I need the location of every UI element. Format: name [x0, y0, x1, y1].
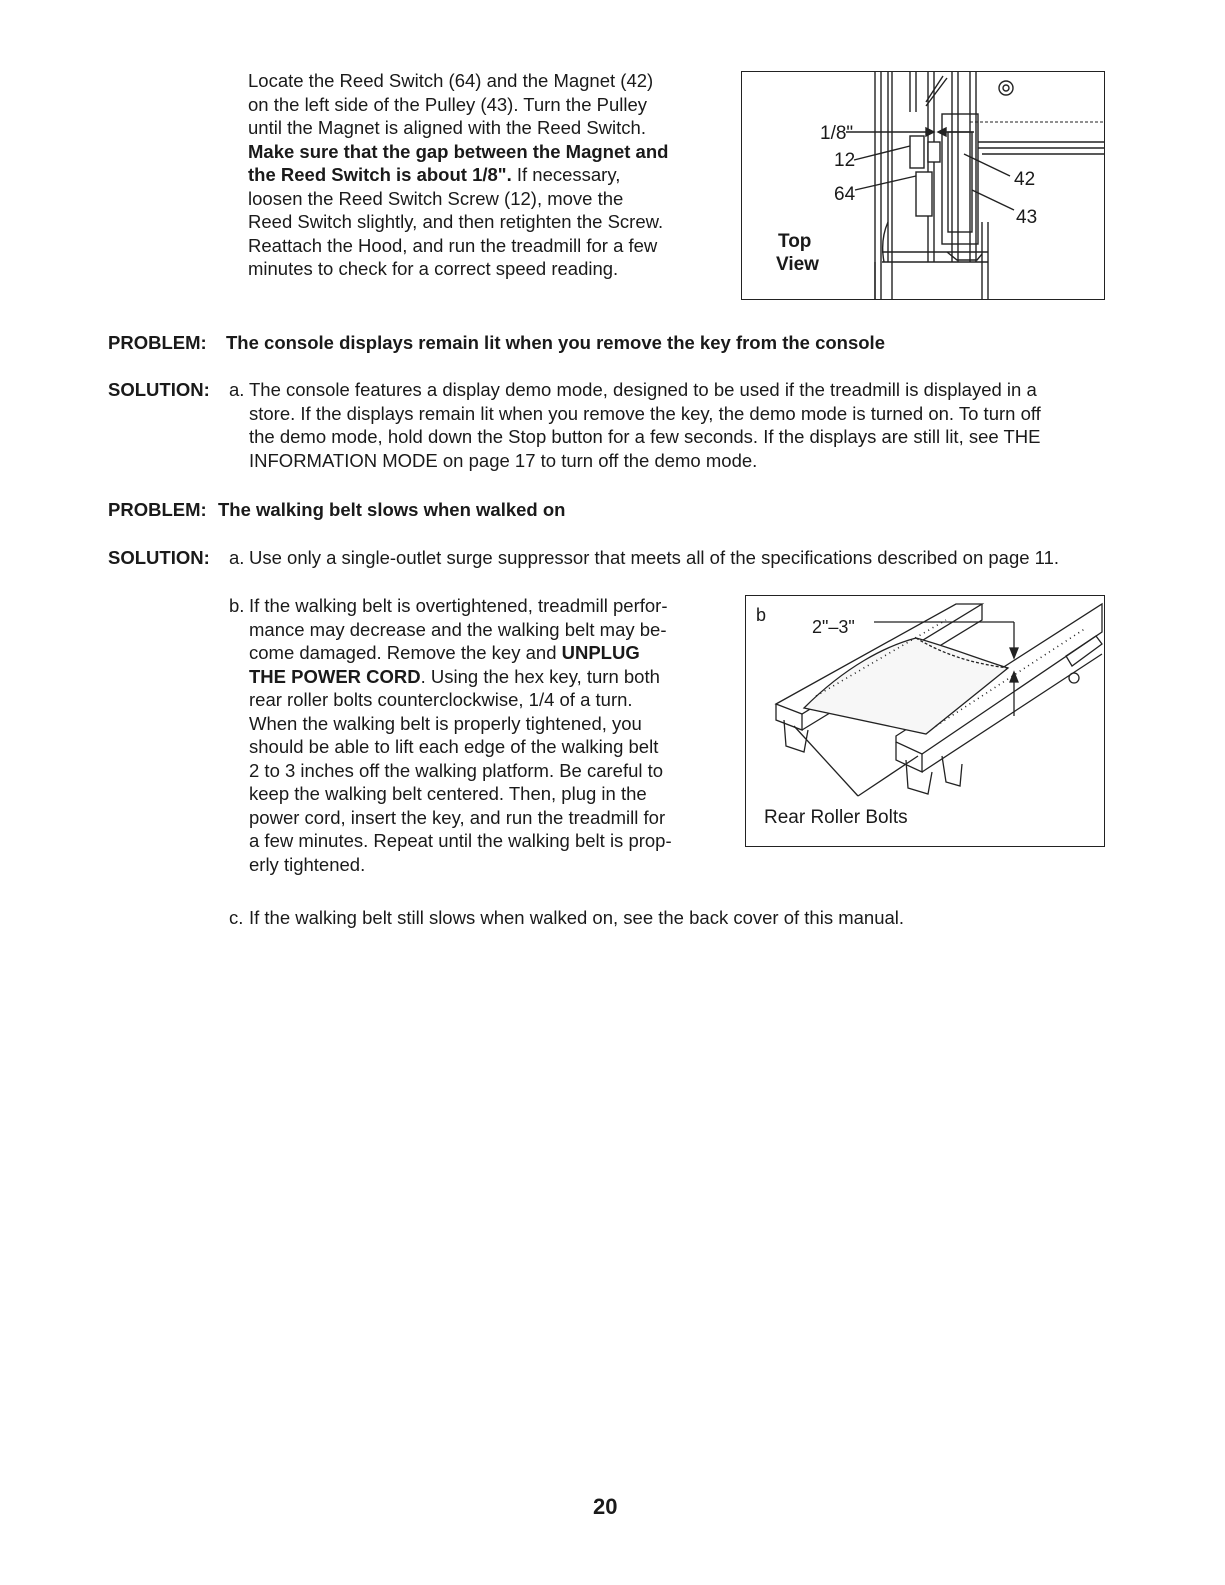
emphasis-text: THE POWER CORD [249, 665, 421, 687]
text-line: 2 to 3 inches off the walking platform. Be careful to [249, 759, 664, 781]
reed-switch-instructions [248, 69, 718, 281]
solution-marker: a. [229, 379, 245, 400]
text-line [249, 665, 719, 689]
step-marker: b. [229, 595, 245, 616]
rear-roller-bolts-label: Rear Roller Bolts [764, 807, 908, 828]
text-span: . Using the hex key, turn both [420, 665, 660, 687]
problem-heading-belt [108, 498, 1108, 522]
problem-tag: PROBLEM: [108, 499, 207, 520]
text-line: power cord, insert the key, and run the treadmill for [249, 806, 666, 828]
text-line: The console features a display demo mode, designed to be used if the treadmill is displayed in a [249, 379, 1037, 400]
figure-letter-label: b [756, 605, 767, 625]
text-line: store. If the displays remain lit when you remove the key, the demo mode is turned on. To turn off [249, 402, 1041, 424]
view-label: View [776, 254, 819, 275]
problem-tag: PROBLEM: [108, 332, 207, 353]
lift-dimension-label: 2"–3" [812, 617, 855, 637]
solution-marker: a. [229, 547, 245, 568]
solution-text-console [249, 378, 1109, 472]
text-line: loosen the Reed Switch Screw (12), move the [248, 187, 624, 209]
gap-label: 1/8" [820, 123, 854, 144]
solution-text-surge: Use only a single-outlet surge suppressor that meets all of the specifications described on page 11. [249, 547, 1060, 568]
text-line: Reattach the Hood, and run the treadmill for a few [248, 234, 658, 256]
text-line: rear roller bolts counterclockwise, 1/4 of a turn. [249, 689, 633, 710]
text-line: Locate the Reed Switch (64) and the Magnet (42) [248, 70, 654, 91]
text-line: Reed Switch slightly, and then retighten the Screw. [248, 211, 664, 232]
reed-switch-top-view-figure [741, 71, 1105, 300]
step-c-text: If the walking belt still slows when walked on, see the back cover of this manual. [249, 907, 905, 928]
text-line: the demo mode, hold down the Stop button for a few seconds. If the displays are still lit, see THE [249, 426, 1041, 447]
text-line: mance may decrease and the walking belt may be- [249, 618, 667, 640]
text-line: until the Magnet is aligned with the Reed Switch. [248, 117, 646, 138]
text-line: erly tightened. [249, 853, 366, 875]
text-line: minutes to check for a correct speed reading. [248, 258, 619, 279]
pulley-43-label: 43 [1016, 207, 1038, 228]
text-line: should be able to lift each edge of the walking belt [249, 736, 659, 757]
text-line [248, 163, 718, 187]
page-number: 20 [593, 1494, 618, 1519]
emphasis-text: the Reed Switch is about 1/8". [248, 164, 512, 185]
text-line: on the left side of the Pulley (43). Turn the Pulley [248, 93, 648, 115]
text-span: come damaged. Remove the key and [249, 642, 562, 663]
problem-heading-console [108, 331, 1108, 355]
text-line [249, 641, 719, 665]
step-b-text [249, 594, 719, 876]
solution-tag: SOLUTION: [108, 547, 210, 568]
problem-text: The walking belt slows when walked on [218, 499, 566, 520]
magnet-42-label: 42 [1014, 169, 1036, 190]
emphasis-line: Make sure that the gap between the Magnet and [248, 140, 669, 162]
top-label: Top [778, 231, 812, 252]
reed-switch-64-label: 64 [834, 184, 856, 205]
rear-roller-bolts-figure [745, 595, 1105, 847]
screw-12-label: 12 [834, 150, 856, 171]
text-line: If the walking belt is overtightened, treadmill perfor- [249, 595, 668, 616]
text-line: keep the walking belt centered. Then, plug in the [249, 783, 647, 804]
text-span: If necessary, [511, 164, 621, 185]
emphasis-text: UNPLUG [561, 642, 640, 663]
step-marker: c. [229, 907, 244, 928]
text-line: a few minutes. Repeat until the walking belt is prop- [249, 830, 672, 851]
solution-tag: SOLUTION: [108, 379, 210, 400]
text-line: INFORMATION MODE on page 17 to turn off the demo mode. [249, 449, 758, 471]
problem-text: The console displays remain lit when you remove the key from the console [226, 332, 885, 353]
text-line: When the walking belt is properly tightened, you [249, 712, 642, 734]
